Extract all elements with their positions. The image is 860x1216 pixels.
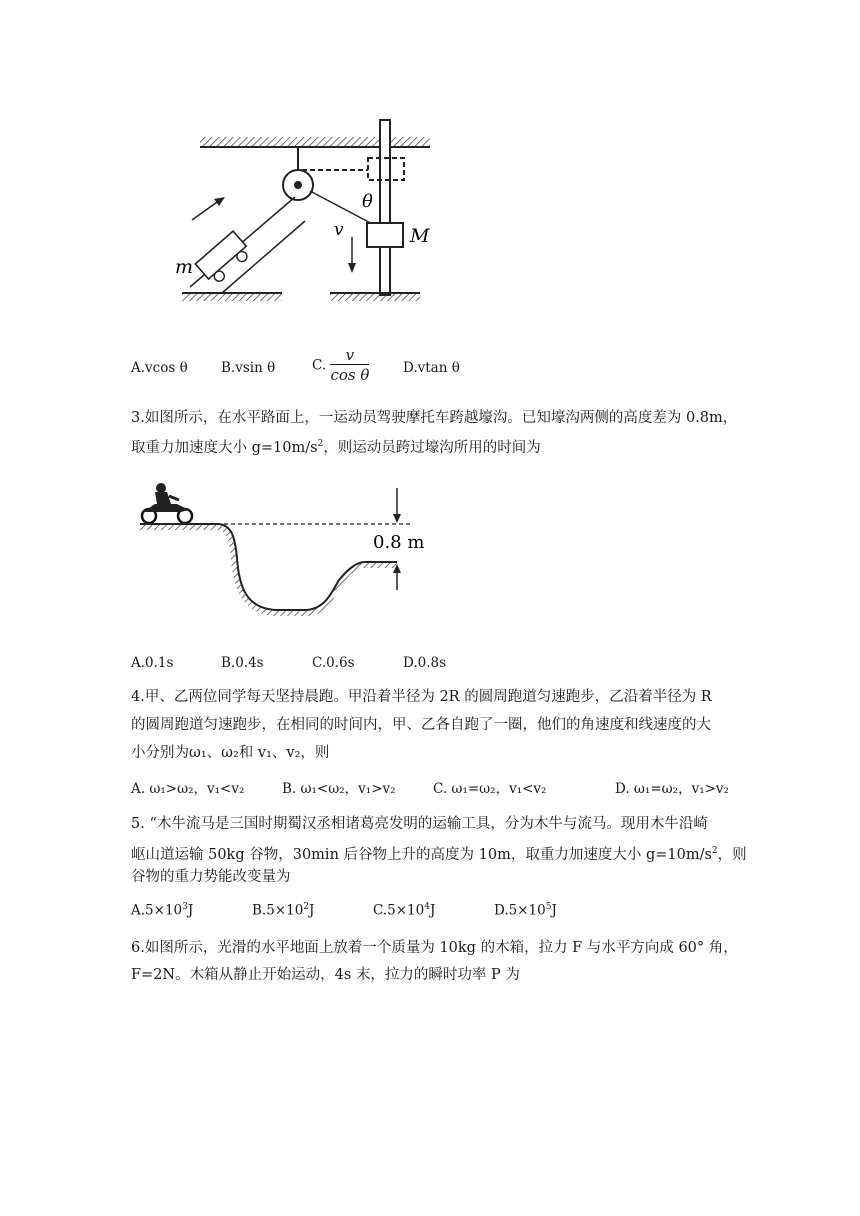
q4-line-2: 的圆周跑道匀速跑步，在相同的时间内，甲、乙各自跑了一圈，他们的角速度和线速度的大 <box>131 717 711 733</box>
q3-option-c: C.0.6s <box>312 655 355 671</box>
q2-option-d: D.vtan θ <box>403 360 460 376</box>
q5-option-c: $C.5\times 10^4J$ <box>373 902 436 919</box>
svg-text:θ: θ <box>362 191 373 212</box>
fraction-numerator: v <box>330 346 369 365</box>
q3-line-2: 取重力加速度大小 $g=10m/s^2$，则运动员跨过壕沟所用的时间为 <box>131 439 541 456</box>
q5-option-b: $B.5\times 10^2J$ <box>252 902 315 919</box>
svg-text:v: v <box>334 220 344 240</box>
svg-text:M: M <box>410 225 430 247</box>
q2-option-c <box>312 346 369 385</box>
q4-line-1: 4.甲、乙两位同学每天坚持晨跑。甲沿着半径为 2R 的圆周跑道匀速跑步，乙沿着半径为 R <box>131 689 712 705</box>
q4-option-b: B. ω₁<ω₂，v₁>v₂ <box>282 781 396 797</box>
q3-option-b: B.0.4s <box>221 655 264 671</box>
q2-option-a: A.vcos θ <box>131 360 188 376</box>
motorcycle-icon <box>142 483 192 523</box>
q3-option-d: D.0.8s <box>403 655 447 671</box>
vertical-pole <box>380 120 390 295</box>
svg-text:m: m <box>175 256 194 278</box>
q4-line-3: 小分别为ω₁、ω₂和 v₁、v₂，则 <box>131 745 330 761</box>
q6-line-2: F=2N。木箱从静止开始运动，4s 末，拉力的瞬时功率 P 为 <box>131 967 520 983</box>
pulley-figure <box>170 115 440 305</box>
q4-option-d: D. ω₁=ω₂，v₁>v₂ <box>615 781 729 797</box>
q3-line-1: 3.如图所示，在水平路面上，一运动员驾驶摩托车跨越壕沟。已知壕沟两侧的高度差为 0.8m， <box>131 410 738 426</box>
q2-option-b: B.vsin θ <box>221 360 276 376</box>
q4-option-c: C. ω₁=ω₂，v₁<v₂ <box>433 781 547 797</box>
block-M <box>367 223 403 247</box>
q5-option-d: $D.5\times 10^5J$ <box>494 902 557 919</box>
q3-option-a: A.0.1s <box>131 655 174 671</box>
ceiling <box>200 137 430 147</box>
q6-line-1: 6.如图所示，光滑的水平地面上放着一个质量为 10kg 的木箱，拉力 F 与水平方向成 60° 角， <box>131 940 738 956</box>
q2-option-c-fraction <box>330 346 369 385</box>
q5-line-2: 岖山道运输 50kg 谷物，30min 后谷物上升的高度为 10m，取重力加速度大小 $g=10m/s^2$，则 <box>131 846 747 863</box>
q2-option-c-prefix: C. <box>312 357 327 374</box>
q5-line-1: 5. “木牛流马是三国时期蜀汉丞相诸葛亮发明的运输工具，分为木牛与流马。现用木牛沿崎 <box>131 816 708 832</box>
fraction-denominator: cos θ <box>330 366 370 384</box>
ditch-figure <box>135 478 445 628</box>
q4-option-a: A. ω₁>ω₂，v₁<v₂ <box>131 781 245 797</box>
q5-line-3: 谷物的重力势能改变量为 <box>131 869 291 885</box>
svg-text:0.8 m: 0.8 m <box>373 532 425 553</box>
q5-option-a: $A.5\times 10^3J$ <box>131 902 194 919</box>
cart-m <box>195 231 252 286</box>
